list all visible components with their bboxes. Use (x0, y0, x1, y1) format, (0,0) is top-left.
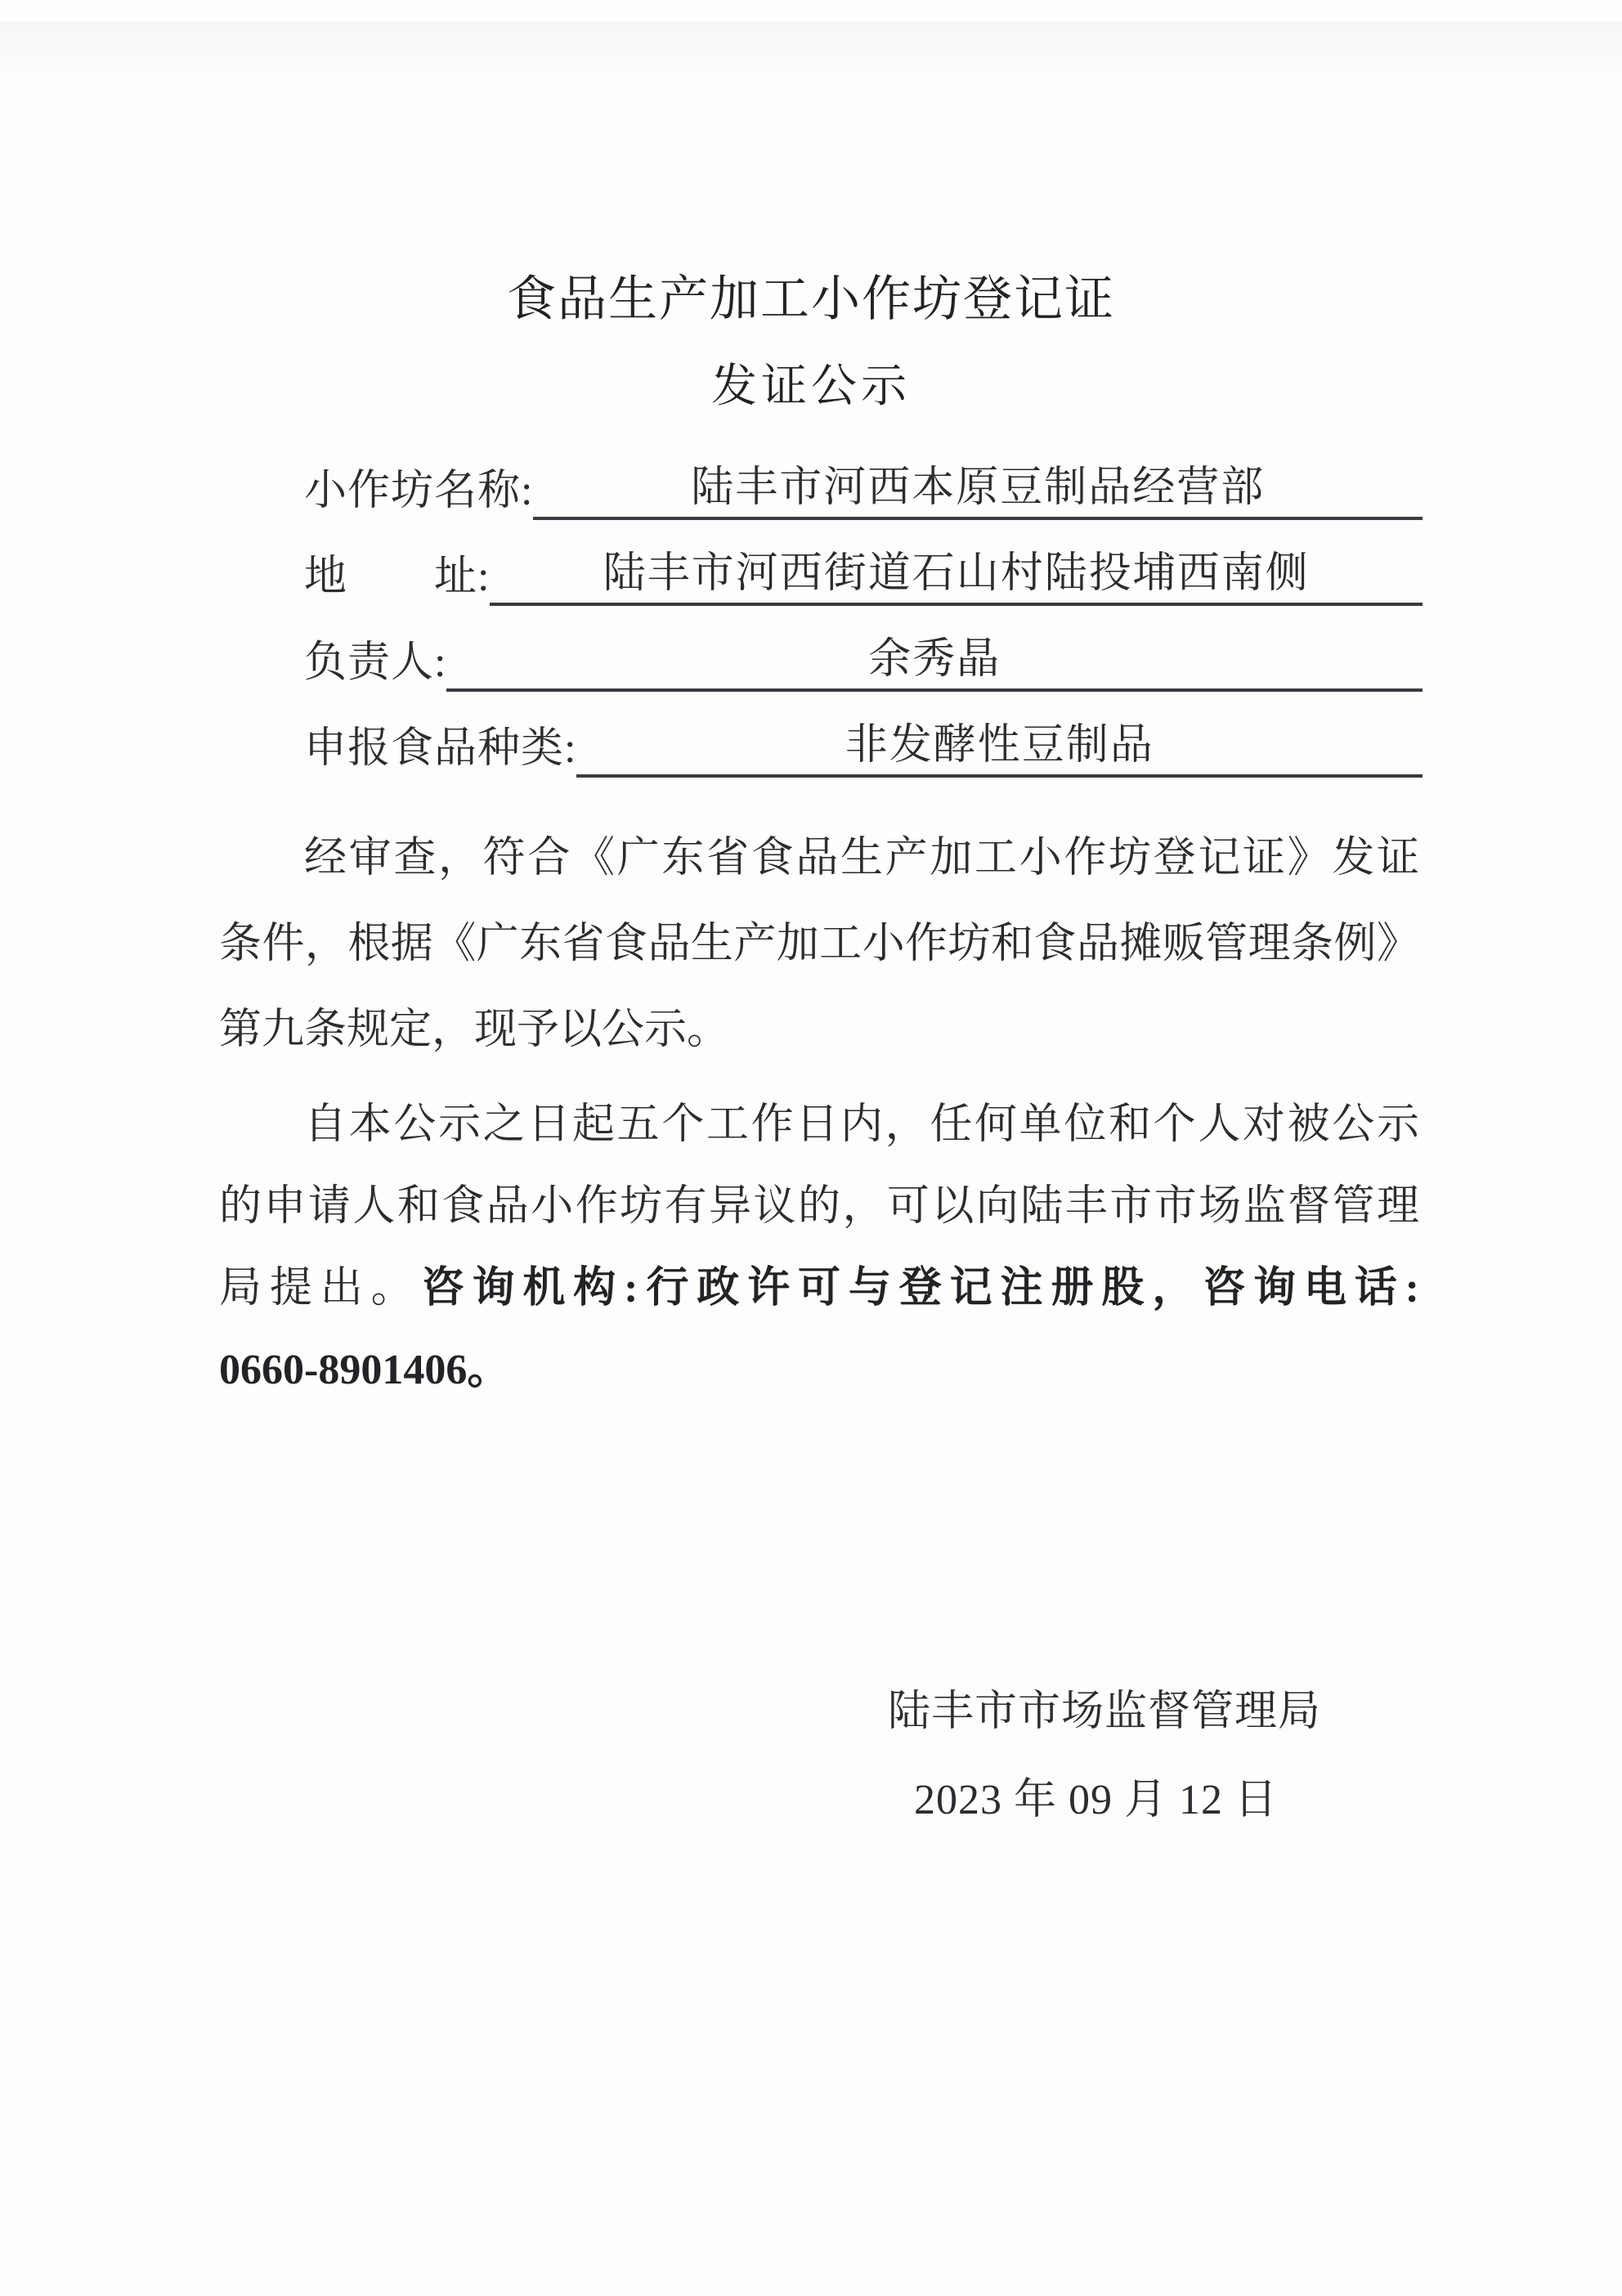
field-value-address: 陆丰市河西街道石山村陆投埔西南侧 (490, 538, 1423, 606)
field-label-person-in-charge: 负责人: (304, 639, 447, 686)
document-subtitle: 发证公示 (711, 361, 911, 412)
field-row-person-in-charge (304, 630, 1423, 692)
field-row-workshop-name (304, 458, 1423, 520)
registration-fields (304, 458, 1423, 801)
paragraph-objection-line-3 (219, 1248, 1419, 1330)
field-label-food-category: 申报食品种类: (304, 725, 577, 772)
consult-agency-bold-text: 咨询机构:行政许可与登记注册股，咨询电话: (421, 1265, 1419, 1312)
issue-date: 2023 年 09 月 12 日 (913, 1777, 1278, 1823)
field-label-address: 地 址: (304, 554, 491, 600)
field-value-workshop-name: 陆丰市河西本原豆制品经营部 (533, 452, 1423, 520)
issuer-organization: 陆丰市市场监督管理局 (887, 1688, 1321, 1735)
paragraph-objection-line-2: 的申请人和食品小作坊有异议的，可以向陆丰市市场监督管理 (219, 1183, 1419, 1230)
consult-phone-number: 0660-8901406。 (219, 1347, 510, 1393)
paragraph-objection-line-3-normal: 局提出。 (219, 1265, 422, 1312)
paragraph-review-line-3: 第九条规定，现予以公示。 (219, 1007, 730, 1053)
document-title: 食品生产加工小作坊登记证 (507, 272, 1115, 326)
paragraph-review (219, 815, 1419, 1073)
field-value-food-category: 非发酵性豆制品 (576, 710, 1423, 778)
paragraph-objection (219, 1084, 1419, 1411)
field-label-workshop-name: 小作坊名称: (304, 468, 534, 514)
scan-artifact-band (0, 21, 1622, 75)
paragraph-objection-line-1: 自本公示之日起五个工作日内，任何单位和个人对被公示 (304, 1101, 1419, 1148)
field-value-person-in-charge: 余秀晶 (446, 624, 1423, 692)
paragraph-review-line-1: 经审查，符合《广东省食品生产加工小作坊登记证》发证 (304, 835, 1419, 881)
paragraph-review-line-2: 条件，根据《广东省食品生产加工小作坊和食品摊贩管理条例》 (219, 921, 1419, 967)
field-row-food-category (304, 715, 1423, 778)
field-row-address (304, 544, 1423, 606)
